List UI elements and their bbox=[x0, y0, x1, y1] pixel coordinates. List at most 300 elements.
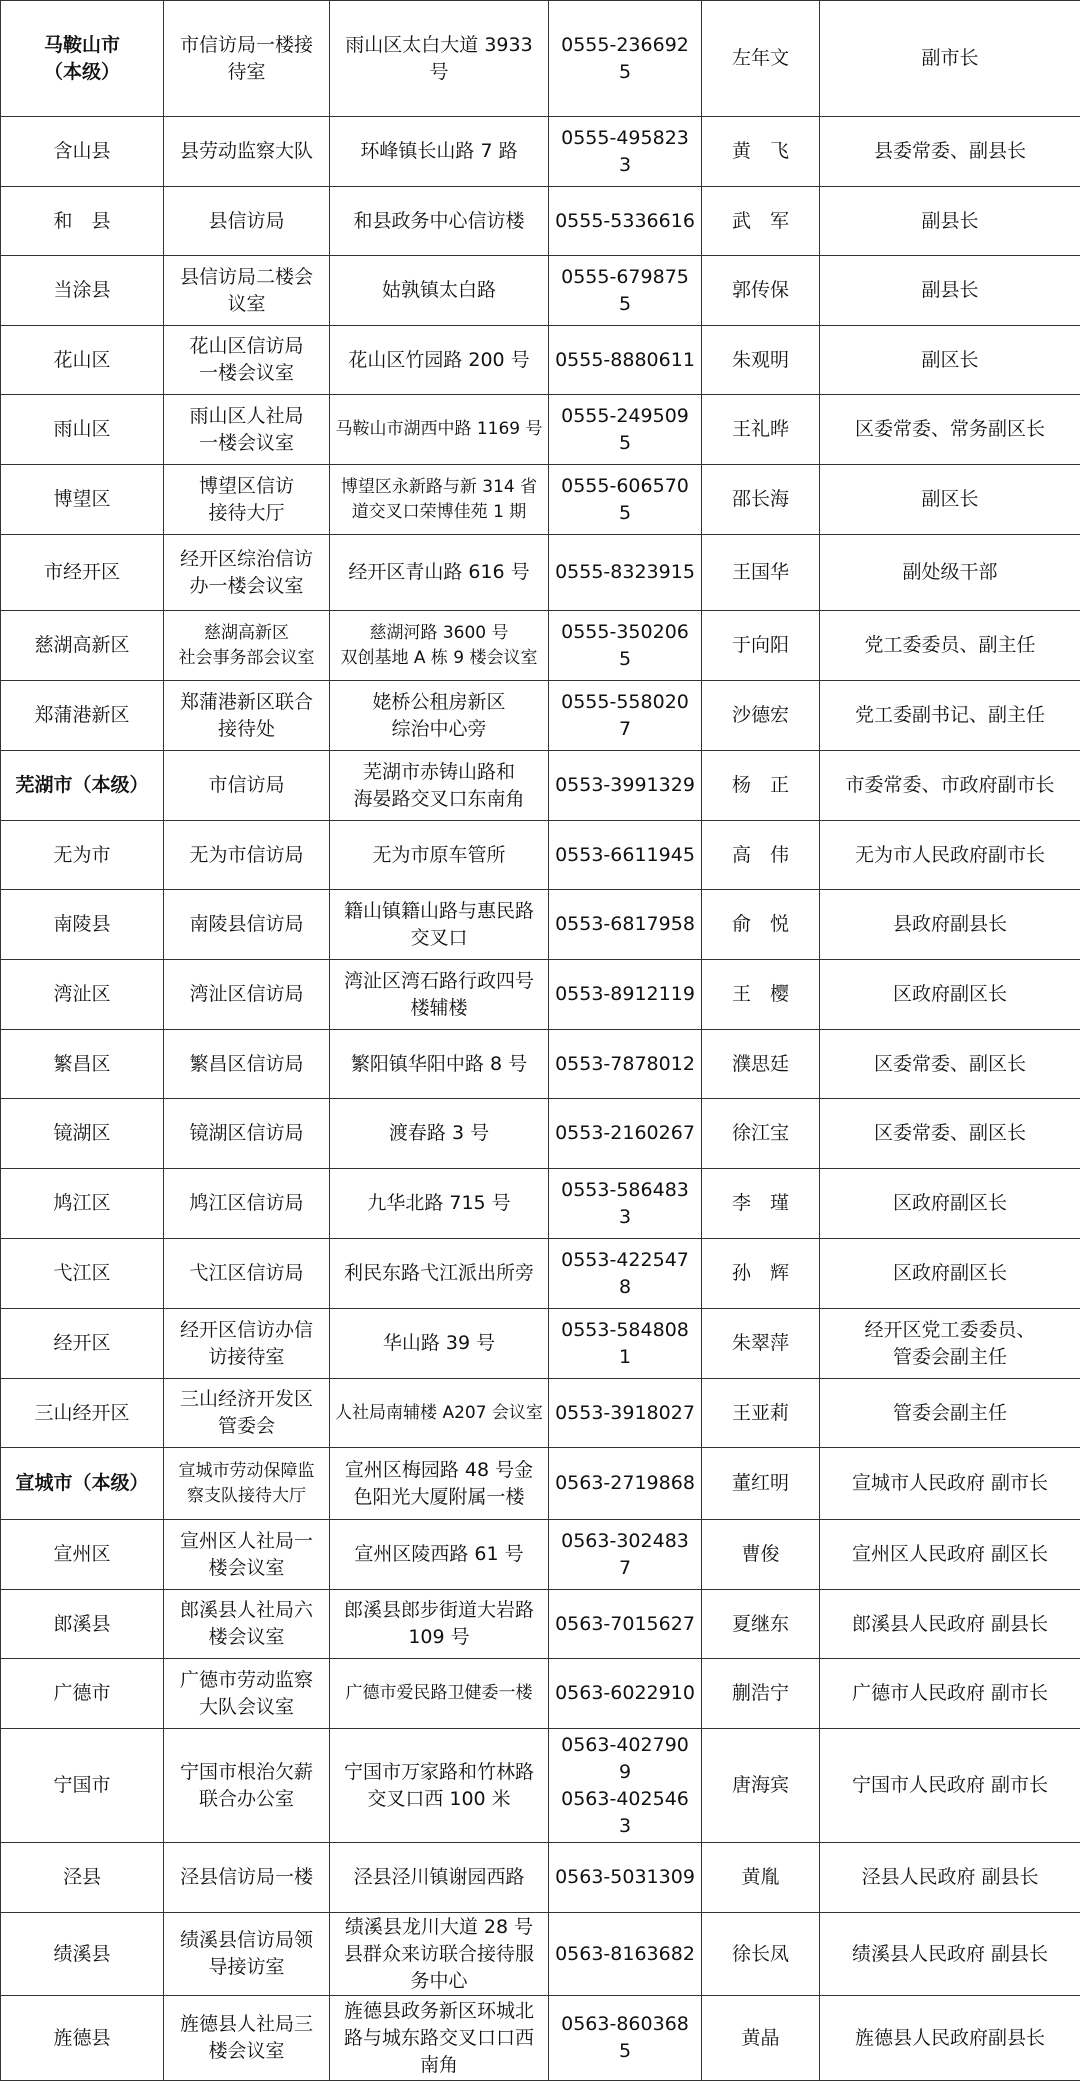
table-row bbox=[1, 1169, 1080, 1239]
phone-cell bbox=[549, 611, 702, 681]
contact-name-text: 王礼晔 bbox=[731, 418, 789, 440]
phone-text: 0555-679875 bbox=[561, 265, 689, 288]
address-cell bbox=[330, 681, 549, 751]
place-text: 接待大厅 bbox=[208, 501, 285, 524]
contact-name-cell bbox=[702, 1239, 820, 1309]
phone-cell bbox=[549, 821, 702, 890]
address-text: 人社局南辅楼 A207 会议室 bbox=[335, 1402, 543, 1423]
place-cell bbox=[164, 395, 330, 465]
position-text: 宣州区人民政府 副区长 bbox=[851, 1543, 1049, 1565]
phone-text: 0563-860368 bbox=[561, 2013, 689, 2035]
region-text: 旌德县 bbox=[53, 2026, 111, 2049]
address-cell bbox=[330, 1448, 549, 1520]
phone-text: 7 bbox=[618, 717, 632, 740]
address-text: 县群众来访联合接待服 bbox=[343, 1942, 534, 1965]
place-text: 慈湖高新区 bbox=[204, 622, 289, 643]
address-text: 广德市爱民路卫健委一楼 bbox=[345, 1683, 533, 1703]
contact-name-text: 徐江宝 bbox=[731, 1122, 789, 1144]
place-text: 绩溪县信访局领 bbox=[179, 1929, 313, 1951]
position-cell bbox=[820, 1659, 1080, 1729]
phone-cell bbox=[549, 681, 702, 751]
address-text: 华山路 39 号 bbox=[382, 1332, 496, 1354]
place-cell bbox=[164, 1659, 330, 1729]
place-text: 博望区信访 bbox=[198, 474, 294, 497]
region-text: 慈湖高新区 bbox=[34, 634, 130, 656]
place-cell bbox=[164, 1239, 330, 1309]
contact-name-text: 左年文 bbox=[731, 47, 789, 69]
contact-name-text: 夏继东 bbox=[731, 1612, 789, 1635]
region-cell bbox=[1, 256, 164, 326]
contact-name-text: 董红明 bbox=[731, 1472, 789, 1494]
address-text: 马鞍山市湖西中路 1169 号 bbox=[335, 419, 543, 439]
place-text: 楼会议室 bbox=[208, 2040, 285, 2062]
place-cell bbox=[164, 465, 330, 535]
contact-name-cell bbox=[702, 1590, 820, 1659]
address-text: 利民东路弋江派出所旁 bbox=[343, 1262, 534, 1284]
position-cell bbox=[820, 117, 1080, 187]
address-cell bbox=[330, 1843, 549, 1913]
place-cell bbox=[164, 256, 330, 326]
contact-name-text: 沙德宏 bbox=[731, 704, 789, 726]
place-cell bbox=[164, 821, 330, 890]
contact-name-cell bbox=[702, 1, 820, 117]
address-cell bbox=[330, 1590, 549, 1659]
table-row bbox=[1, 395, 1080, 465]
contact-name-text: 蒯浩宁 bbox=[731, 1682, 789, 1704]
contact-name-cell bbox=[702, 1099, 820, 1169]
contact-name-cell bbox=[702, 1659, 820, 1729]
place-cell bbox=[164, 890, 330, 960]
address-text: 花山区竹园路 200 号 bbox=[348, 348, 530, 371]
phone-text: 7 bbox=[618, 1556, 632, 1579]
phone-cell bbox=[549, 1, 702, 117]
contact-name-cell bbox=[702, 326, 820, 395]
position-cell bbox=[820, 1030, 1080, 1099]
position-cell bbox=[820, 187, 1080, 256]
contact-name-text: 曹俊 bbox=[741, 1543, 780, 1565]
table-row bbox=[1, 1729, 1080, 1843]
address-text: 双创基地 A 栋 9 楼会议室 bbox=[340, 647, 538, 668]
address-cell bbox=[330, 1659, 549, 1729]
phone-cell bbox=[549, 256, 702, 326]
region-cell bbox=[1, 1379, 164, 1448]
region-text: 鸠江区 bbox=[53, 1192, 111, 1214]
phone-text: 0563-7015627 bbox=[555, 1612, 695, 1635]
address-text: 经开区青山路 616 号 bbox=[348, 561, 530, 583]
address-text: 慈湖河路 3600 号 bbox=[369, 622, 509, 643]
position-cell bbox=[820, 326, 1080, 395]
place-text: 雨山区人社局 bbox=[189, 404, 304, 427]
region-cell bbox=[1, 535, 164, 611]
table-row bbox=[1, 1590, 1080, 1659]
phone-cell bbox=[549, 1520, 702, 1590]
address-cell bbox=[330, 1239, 549, 1309]
region-text: 芜湖市（本级） bbox=[15, 774, 149, 796]
address-cell bbox=[330, 1520, 549, 1590]
region-text: 马鞍山市 bbox=[43, 33, 120, 56]
phone-text: 0553-6817958 bbox=[555, 913, 695, 935]
place-text: 导接访室 bbox=[208, 1956, 285, 1978]
position-text: 市委常委、市政府副市长 bbox=[845, 774, 1055, 796]
contact-name-cell bbox=[702, 1843, 820, 1913]
address-text: 务中心 bbox=[410, 1969, 468, 1992]
address-cell bbox=[330, 1030, 549, 1099]
address-cell bbox=[330, 890, 549, 960]
phone-text: 5 bbox=[618, 501, 632, 524]
position-text: 区委常委、常务副区长 bbox=[854, 418, 1045, 440]
position-cell bbox=[820, 821, 1080, 890]
phone-cell bbox=[549, 326, 702, 395]
place-text: 联合办公室 bbox=[198, 1787, 294, 1810]
region-text: 雨山区 bbox=[53, 418, 111, 440]
phone-text: 0563-5031309 bbox=[555, 1866, 695, 1888]
contact-name-cell bbox=[702, 1379, 820, 1448]
phone-text: 0553-7878012 bbox=[555, 1052, 695, 1075]
phone-cell bbox=[549, 395, 702, 465]
table-row bbox=[1, 960, 1080, 1030]
table-body bbox=[1, 1, 1080, 2081]
contact-name-text: 王国华 bbox=[731, 561, 789, 583]
contact-name-text: 徐长凤 bbox=[731, 1942, 789, 1965]
place-text: 鸠江区信访局 bbox=[189, 1192, 304, 1214]
region-cell bbox=[1, 1239, 164, 1309]
phone-cell bbox=[549, 1309, 702, 1379]
position-cell bbox=[820, 1590, 1080, 1659]
phone-cell bbox=[549, 1913, 702, 1996]
contact-name-text: 王 樱 bbox=[731, 983, 789, 1005]
address-text: 道交叉口荣博佳苑 1 期 bbox=[351, 501, 527, 522]
address-cell bbox=[330, 465, 549, 535]
table-row bbox=[1, 1099, 1080, 1169]
address-cell bbox=[330, 395, 549, 465]
phone-cell bbox=[549, 751, 702, 821]
phone-cell bbox=[549, 1169, 702, 1239]
phone-cell bbox=[549, 187, 702, 256]
phone-text: 0563-402546 bbox=[561, 1787, 689, 1810]
place-text: 无为市信访局 bbox=[189, 843, 304, 866]
phone-text: 0563-302483 bbox=[561, 1529, 689, 1552]
place-text: 管委会 bbox=[217, 1415, 275, 1437]
position-text: 经开区党工委委员、 bbox=[864, 1318, 1036, 1341]
position-text: 党工委委员、副主任 bbox=[864, 634, 1036, 656]
phone-text: 5 bbox=[618, 60, 632, 83]
contact-name-cell bbox=[702, 1030, 820, 1099]
contact-name-text: 濮思廷 bbox=[731, 1052, 789, 1075]
address-text: 环峰镇长山路 7 路 bbox=[360, 140, 518, 162]
address-text: 和县政务中心信访楼 bbox=[353, 209, 525, 232]
position-cell bbox=[820, 395, 1080, 465]
region-cell bbox=[1, 821, 164, 890]
position-cell bbox=[820, 1520, 1080, 1590]
contact-name-cell bbox=[702, 890, 820, 960]
address-text: 海晏路交叉口东南角 bbox=[353, 787, 525, 810]
contact-name-text: 黄晶 bbox=[741, 2026, 780, 2049]
place-text: 办一楼会议室 bbox=[189, 574, 304, 597]
region-cell bbox=[1, 395, 164, 465]
region-cell bbox=[1, 1169, 164, 1239]
place-cell bbox=[164, 1843, 330, 1913]
place-cell bbox=[164, 1, 330, 117]
position-cell bbox=[820, 1996, 1080, 2081]
place-cell bbox=[164, 1590, 330, 1659]
phone-cell bbox=[549, 1843, 702, 1913]
region-cell bbox=[1, 751, 164, 821]
region-cell bbox=[1, 1309, 164, 1379]
position-cell bbox=[820, 611, 1080, 681]
phone-text: 0553-3918027 bbox=[555, 1401, 695, 1424]
address-text: 宣州区陵西路 61 号 bbox=[354, 1543, 524, 1565]
position-text: 副区长 bbox=[921, 348, 979, 371]
position-cell bbox=[820, 1309, 1080, 1379]
position-cell bbox=[820, 960, 1080, 1030]
address-cell bbox=[330, 187, 549, 256]
place-text: 弋江区信访局 bbox=[189, 1262, 304, 1284]
address-text: 综治中心旁 bbox=[391, 717, 487, 740]
phone-text: 0553-584808 bbox=[561, 1318, 689, 1341]
phone-cell bbox=[549, 1030, 702, 1099]
place-text: 镜湖区信访局 bbox=[189, 1122, 304, 1144]
address-text: 交叉口西 100 米 bbox=[367, 1787, 511, 1810]
region-text: 镜湖区 bbox=[53, 1122, 111, 1144]
contact-name-text: 朱观明 bbox=[731, 348, 789, 371]
table-row bbox=[1, 1239, 1080, 1309]
position-text: 宣城市人民政府 副市长 bbox=[851, 1472, 1049, 1494]
region-text: 繁昌区 bbox=[53, 1052, 111, 1075]
address-cell bbox=[330, 1996, 549, 2081]
phone-cell bbox=[549, 1659, 702, 1729]
position-text: 区政府副区长 bbox=[892, 1192, 1007, 1214]
contact-name-text: 朱翠萍 bbox=[731, 1332, 789, 1354]
address-cell bbox=[330, 751, 549, 821]
region-text: （本级） bbox=[43, 60, 120, 83]
address-text: 博望区永新路与新 314 省 bbox=[340, 476, 538, 497]
region-text: 南陵县 bbox=[53, 913, 111, 935]
address-cell bbox=[330, 1, 549, 117]
table-row bbox=[1, 611, 1080, 681]
position-text: 无为市人民政府副市长 bbox=[854, 843, 1045, 866]
address-cell bbox=[330, 611, 549, 681]
phone-cell bbox=[549, 1239, 702, 1309]
place-text: 花山区信访局 bbox=[189, 335, 304, 357]
region-text: 泾县 bbox=[62, 1866, 101, 1888]
place-text: 泾县信访局一楼 bbox=[179, 1866, 313, 1888]
place-text: 旌德县人社局三 bbox=[179, 2013, 313, 2035]
table-row bbox=[1, 821, 1080, 890]
contact-name-text: 李 瑾 bbox=[731, 1192, 789, 1214]
contact-name-text: 武 军 bbox=[731, 209, 789, 232]
position-text: 党工委副书记、副主任 bbox=[854, 704, 1045, 726]
address-cell bbox=[330, 1309, 549, 1379]
contact-name-cell bbox=[702, 1169, 820, 1239]
place-cell bbox=[164, 535, 330, 611]
region-cell bbox=[1, 1099, 164, 1169]
place-text: 湾沚区信访局 bbox=[189, 983, 304, 1005]
place-cell bbox=[164, 1379, 330, 1448]
table-row bbox=[1, 1913, 1080, 1996]
place-text: 宣州区人社局一 bbox=[179, 1529, 313, 1552]
region-cell bbox=[1, 1729, 164, 1843]
place-text: 待室 bbox=[227, 60, 266, 83]
region-text: 绩溪县 bbox=[53, 1942, 111, 1965]
place-cell bbox=[164, 751, 330, 821]
region-text: 宣城市（本级） bbox=[15, 1472, 149, 1494]
contact-name-cell bbox=[702, 821, 820, 890]
place-text: 三山经济开发区 bbox=[179, 1388, 313, 1410]
phone-text: 0553-3991329 bbox=[555, 774, 695, 796]
position-text: 副区长 bbox=[921, 488, 979, 510]
region-cell bbox=[1, 890, 164, 960]
position-text: 区政府副区长 bbox=[892, 983, 1007, 1005]
phone-text: 1 bbox=[618, 1345, 632, 1368]
address-text: 南角 bbox=[419, 2053, 458, 2076]
position-text: 旌德县人民政府副县长 bbox=[854, 2026, 1045, 2049]
address-text: 宁国市万家路和竹林路 bbox=[343, 1760, 534, 1783]
region-cell bbox=[1, 117, 164, 187]
phone-text: 0555-558020 bbox=[561, 690, 689, 713]
table-row bbox=[1, 1659, 1080, 1729]
contact-name-cell bbox=[702, 960, 820, 1030]
position-cell bbox=[820, 465, 1080, 535]
contact-name-cell bbox=[702, 1913, 820, 1996]
region-text: 博望区 bbox=[53, 488, 111, 510]
phone-cell bbox=[549, 1379, 702, 1448]
address-text: 姥桥公租房新区 bbox=[372, 690, 506, 713]
contact-name-cell bbox=[702, 535, 820, 611]
contact-name-text: 邵长海 bbox=[731, 488, 789, 510]
table-row bbox=[1, 535, 1080, 611]
phone-cell bbox=[549, 1099, 702, 1169]
region-cell bbox=[1, 187, 164, 256]
address-text: 湾沚区湾石路行政四号 bbox=[343, 969, 534, 992]
phone-text: 9 bbox=[618, 1760, 632, 1783]
region-cell bbox=[1, 1843, 164, 1913]
phone-text: 5 bbox=[618, 647, 632, 670]
place-cell bbox=[164, 960, 330, 1030]
region-cell bbox=[1, 1590, 164, 1659]
table-row bbox=[1, 1520, 1080, 1590]
contact-name-text: 王亚莉 bbox=[731, 1401, 789, 1424]
contact-name-text: 孙 辉 bbox=[731, 1262, 789, 1284]
place-text: 郑蒲港新区联合 bbox=[179, 690, 313, 713]
region-cell bbox=[1, 611, 164, 681]
position-cell bbox=[820, 1843, 1080, 1913]
place-cell bbox=[164, 1996, 330, 2081]
place-text: 察支队接待大厅 bbox=[187, 1485, 306, 1506]
contact-name-cell bbox=[702, 1729, 820, 1843]
phone-text: 0555-606570 bbox=[561, 474, 689, 497]
address-cell bbox=[330, 1169, 549, 1239]
contact-name-text: 唐海宾 bbox=[731, 1774, 789, 1796]
phone-text: 0553-6611945 bbox=[555, 843, 695, 866]
position-text: 绩溪县人民政府 副县长 bbox=[851, 1942, 1049, 1965]
phone-cell bbox=[549, 535, 702, 611]
contact-name-cell bbox=[702, 465, 820, 535]
position-cell bbox=[820, 681, 1080, 751]
place-cell bbox=[164, 117, 330, 187]
region-cell bbox=[1, 1448, 164, 1520]
place-text: 市信访局一楼接 bbox=[179, 33, 313, 56]
region-cell bbox=[1, 1030, 164, 1099]
phone-cell bbox=[549, 1729, 702, 1843]
address-text: 宣州区梅园路 48 号金 bbox=[344, 1458, 534, 1481]
region-text: 花山区 bbox=[53, 348, 111, 371]
contact-name-cell bbox=[702, 117, 820, 187]
table-row bbox=[1, 681, 1080, 751]
phone-text: 5 bbox=[618, 292, 632, 315]
phone-text: 3 bbox=[618, 1205, 632, 1228]
position-text: 郎溪县人民政府 副县长 bbox=[851, 1612, 1049, 1635]
address-text: 泾县泾川镇谢园西路 bbox=[353, 1866, 525, 1888]
region-cell bbox=[1, 326, 164, 395]
place-text: 县信访局 bbox=[208, 209, 285, 232]
place-text: 宣城市劳动保障监 bbox=[178, 1460, 315, 1481]
address-cell bbox=[330, 117, 549, 187]
table-row bbox=[1, 1379, 1080, 1448]
address-text: 繁阳镇华阳中路 8 号 bbox=[350, 1052, 528, 1075]
table-row bbox=[1, 256, 1080, 326]
position-cell bbox=[820, 1, 1080, 117]
address-cell bbox=[330, 1099, 549, 1169]
region-cell bbox=[1, 1996, 164, 2081]
phone-text: 0563-402790 bbox=[561, 1733, 689, 1756]
position-text: 泾县人民政府 副县长 bbox=[861, 1866, 1039, 1888]
phone-cell bbox=[549, 1590, 702, 1659]
address-cell bbox=[330, 960, 549, 1030]
region-text: 和 县 bbox=[53, 209, 111, 232]
phone-text: 0553-422547 bbox=[561, 1248, 689, 1271]
place-text: 经开区综治信访 bbox=[179, 547, 313, 570]
contact-name-text: 于向阳 bbox=[731, 634, 789, 656]
region-text: 含山县 bbox=[53, 140, 111, 162]
region-cell bbox=[1, 1913, 164, 1996]
address-text: 无为市原车管所 bbox=[372, 843, 506, 866]
position-text: 宁国市人民政府 副市长 bbox=[851, 1774, 1049, 1796]
table-row bbox=[1, 117, 1080, 187]
region-cell bbox=[1, 1659, 164, 1729]
table-row bbox=[1, 751, 1080, 821]
position-cell bbox=[820, 1169, 1080, 1239]
place-text: 访接待室 bbox=[208, 1345, 285, 1368]
phone-cell bbox=[549, 465, 702, 535]
position-text: 副市长 bbox=[921, 47, 979, 69]
place-cell bbox=[164, 1030, 330, 1099]
place-text: 经开区信访办信 bbox=[179, 1318, 313, 1341]
region-text: 广德市 bbox=[53, 1682, 111, 1704]
place-cell bbox=[164, 611, 330, 681]
position-text: 副处级干部 bbox=[902, 561, 998, 583]
contact-name-text: 郭传保 bbox=[731, 279, 789, 301]
phone-text: 0563-2719868 bbox=[555, 1472, 695, 1494]
table-row bbox=[1, 1309, 1080, 1379]
phone-text: 0555-8880611 bbox=[555, 348, 695, 371]
place-cell bbox=[164, 681, 330, 751]
address-text: 芜湖市赤铸山路和 bbox=[362, 760, 515, 783]
position-text: 管委会副主任 bbox=[892, 1345, 1007, 1368]
phone-text: 0555-5336616 bbox=[555, 209, 695, 232]
place-text: 郎溪县人社局六 bbox=[179, 1599, 313, 1621]
contact-name-text: 黄 飞 bbox=[731, 140, 789, 162]
place-cell bbox=[164, 1309, 330, 1379]
contact-name-cell bbox=[702, 1448, 820, 1520]
place-text: 县信访局二楼会 bbox=[179, 265, 313, 288]
phone-text: 0553-2160267 bbox=[555, 1122, 695, 1144]
position-text: 副县长 bbox=[921, 279, 979, 301]
place-cell bbox=[164, 1913, 330, 1996]
phone-text: 0563-8163682 bbox=[555, 1942, 695, 1965]
address-text: 楼辅楼 bbox=[410, 996, 468, 1019]
contact-name-cell bbox=[702, 681, 820, 751]
contact-name-cell bbox=[702, 395, 820, 465]
